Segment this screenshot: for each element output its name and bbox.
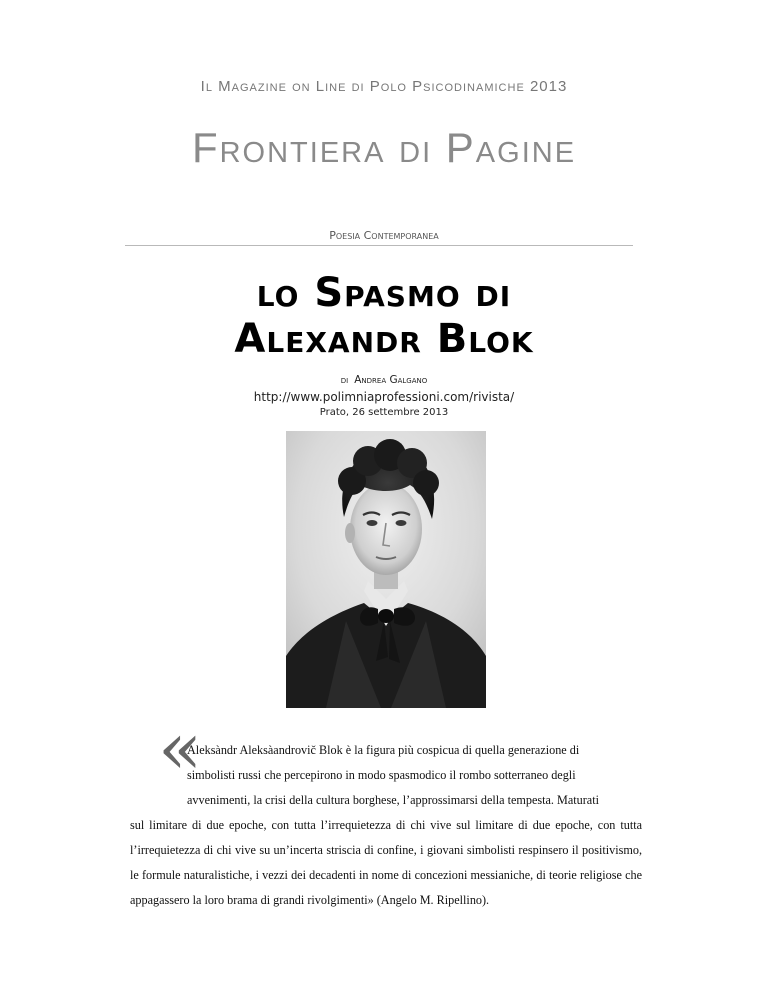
section-label: Poesia Contemporanea <box>329 229 439 242</box>
author-name: Andrea Galgano <box>354 374 428 386</box>
quote-paragraph <box>130 738 642 913</box>
quote-line-1: Aleksàndr Aleksàandrovič Blok è la figura più cospicua di quella generazione di <box>187 743 580 757</box>
opening-quote-mark: « <box>158 706 203 790</box>
quote-continuation: sul limitare di due epoche, con tutta l’irrequietezza di chi vive sul limitare di due epoche, con tutta l’irrequietezza di chi vive su un’incerta striscia di confine, i giovani simbolisti respinsero il positivismo, le formule naturalistiche, i vezzi dei decadenti in nome di concezioni messianiche, di teorie religiose che appagassero la loro brama di grandi rivolgimenti» (Angelo M. Ripellino). <box>130 818 642 907</box>
article-title-line-2: Alexandr Blok <box>234 316 534 362</box>
portrait-photo <box>286 431 486 708</box>
byline <box>0 374 768 386</box>
article-title <box>0 270 768 362</box>
quote-line-2: simbolisti russi che percepirono in modo spasmodico il rombo sotterraneo degli <box>187 768 576 782</box>
byline-prefix: di <box>340 374 349 386</box>
quote-line-3: avvenimenti, la crisi della cultura borghese, l’approssimarsi della tempesta. Maturati <box>187 793 599 807</box>
dateline: Prato, 26 settembre 2013 <box>319 407 449 418</box>
article-title-line-1: lo Spasmo di <box>256 270 512 316</box>
source-url[interactable]: http://www.polimniaprofessioni.com/rivista/ <box>253 390 515 404</box>
section-divider <box>125 245 633 246</box>
publication-title: Frontiera di Pagine <box>191 124 577 171</box>
magazine-header: Il Magazine on Line di Polo Psicodinamiche 2013 <box>200 78 568 95</box>
